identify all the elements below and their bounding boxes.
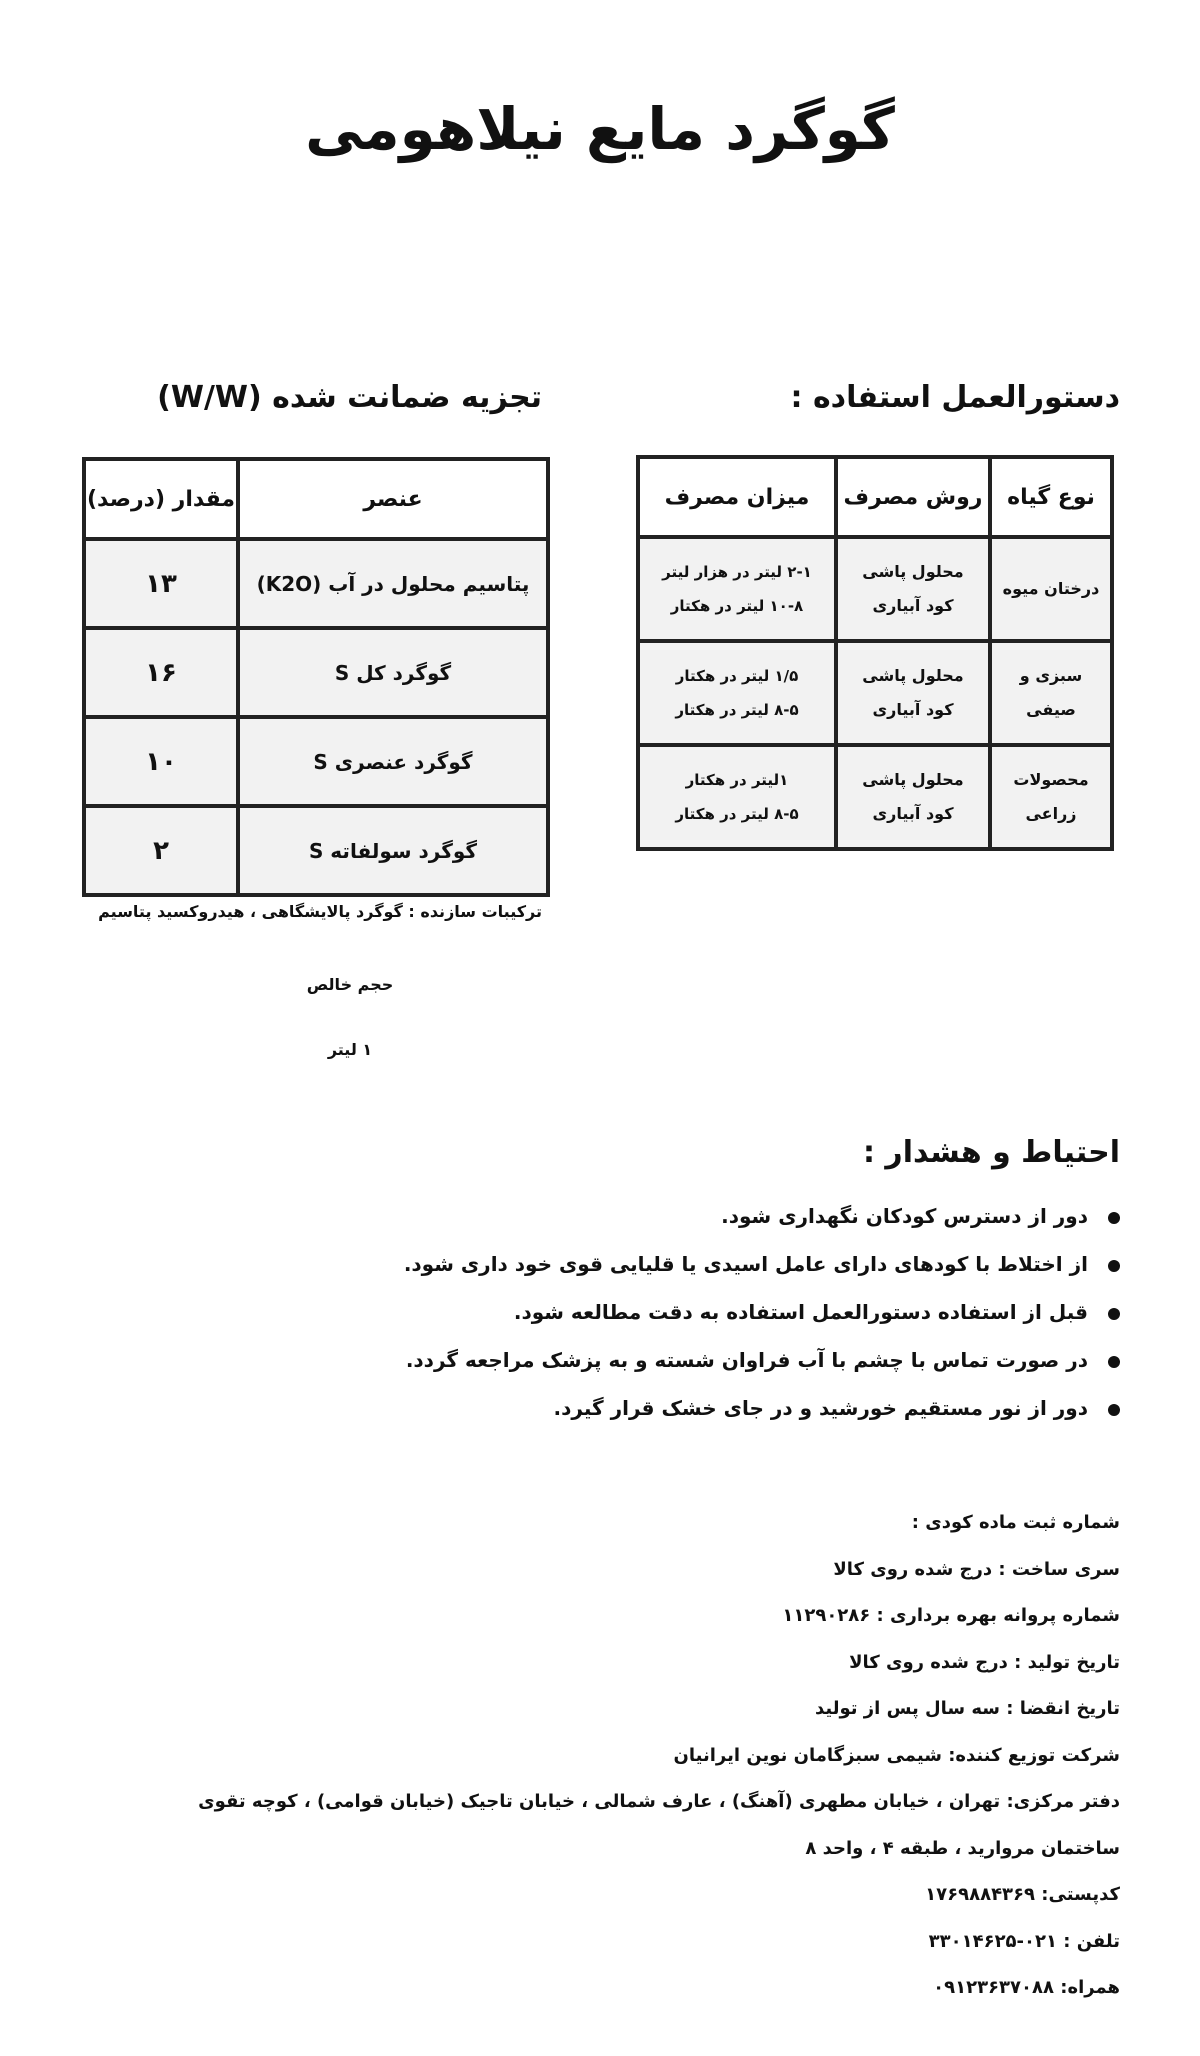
precaution-text: دور از دسترس کودکان نگهداری شود.: [721, 1204, 1088, 1228]
rate-cell: [638, 537, 836, 641]
table-row: [638, 537, 1112, 641]
list-item: [220, 1288, 1120, 1336]
precautions-section-title: احتیاط و هشدار :: [862, 1135, 1120, 1170]
list-item: [220, 1192, 1120, 1240]
info-head-office-address: دفتر مرکزی: تهران ، خیابان مطهری (آهنگ) ، عارف شمالی ، خیابان تاجیک (خیابان قوامی) ، کوچه تقوی: [198, 1791, 1120, 1812]
table-row: [84, 539, 548, 628]
info-phone: تلفن : ۰۲۱-۳۳۰۱۴۶۲۵: [928, 1930, 1120, 1952]
product-info-list: [120, 1500, 1120, 2012]
amount-cell: ۱۶: [84, 628, 238, 717]
amount-cell: ۱۳: [84, 539, 238, 628]
bullet-icon: [1108, 1212, 1120, 1224]
precaution-text: قبل از استفاده دستورالعمل استفاده به دقت مطالعه شود.: [513, 1300, 1088, 1324]
method-line: کود آبیاری: [872, 596, 954, 615]
method-cell: [836, 745, 990, 849]
method-line: محلول پاشی: [862, 562, 964, 581]
table-row: [84, 628, 548, 717]
bullet-icon: [1108, 1260, 1120, 1272]
precaution-text: دور از نور مستقیم خورشید و در جای خشک قرار گیرد.: [553, 1396, 1088, 1420]
plant-label: درختان میوه: [1002, 579, 1100, 598]
info-license-number: شماره پروانه بهره برداری : ۱۱۲۹۰۲۸۶: [782, 1605, 1120, 1626]
header-element: عنصر: [238, 459, 548, 539]
plant-line: سبزی و: [1019, 666, 1083, 685]
method-line: کود آبیاری: [872, 700, 954, 719]
element-cell: گوگرد عنصری S: [238, 717, 548, 806]
info-batch: سری ساخت : درج شده روی کالا: [833, 1558, 1120, 1580]
method-cell: [836, 641, 990, 745]
usage-section-title: دستورالعمل استفاده :: [790, 380, 1120, 415]
rate-line: ۱لیتر در هکتار: [685, 771, 789, 789]
list-item: [220, 1336, 1120, 1384]
header-rate: میزان مصرف: [638, 457, 836, 537]
rate-cell: [638, 641, 836, 745]
analysis-header-row: [84, 459, 548, 539]
rate-line: ۱/۵ لیتر در هکتار: [675, 667, 799, 685]
plant-cell: [990, 641, 1112, 745]
info-mobile: همراه: ۰۹۱۲۳۶۳۷۰۸۸: [933, 1977, 1120, 1998]
amount-cell: ۱۰: [84, 717, 238, 806]
net-volume-value: ۱ لیتر: [327, 1040, 373, 1059]
bullet-icon: [1108, 1404, 1120, 1416]
table-row: [84, 717, 548, 806]
usage-header-row: [638, 457, 1112, 537]
bullet-icon: [1108, 1356, 1120, 1368]
table-row: [638, 641, 1112, 745]
precautions-list: [220, 1192, 1120, 1432]
plant-cell: [990, 745, 1112, 849]
net-volume-label: حجم خالص: [306, 975, 394, 994]
header-method: روش مصرف: [836, 457, 990, 537]
element-cell: پتاسیم محلول در آب (K2O): [238, 539, 548, 628]
table-row: [84, 806, 548, 895]
element-cell: گوگرد کل S: [238, 628, 548, 717]
usage-table: [636, 455, 1114, 851]
table-row: [638, 745, 1112, 849]
plant-line: زراعی: [1025, 804, 1077, 823]
rate-cell: [638, 745, 836, 849]
header-amount: مقدار (درصد): [84, 459, 238, 539]
info-registration-number: شماره ثبت ماده کودی :: [911, 1512, 1120, 1533]
page-title: گوگرد مایع نیلاهومی: [305, 95, 895, 163]
info-building: ساختمان مروارید ، طبقه ۴ ، واحد ۸: [805, 1837, 1120, 1859]
plant-line: صیفی: [1026, 700, 1076, 719]
precaution-text: در صورت تماس با چشم با آب فراوان شسته و به پزشک مراجعه گردد.: [405, 1348, 1088, 1372]
method-cell: [836, 537, 990, 641]
info-expiry-date: تاریخ انقضا : سه سال پس از تولید: [814, 1698, 1120, 1719]
list-item: [220, 1240, 1120, 1288]
element-cell: گوگرد سولفاته S: [238, 806, 548, 895]
precaution-text: از اختلاط با کودهای دارای عامل اسیدی یا قلیایی قوی خود داری شود.: [403, 1252, 1088, 1276]
method-line: محلول پاشی: [862, 770, 964, 789]
analysis-section-title: تجزیه ضمانت شده (W/W): [157, 380, 542, 415]
bullet-icon: [1108, 1308, 1120, 1320]
plant-cell: [990, 537, 1112, 641]
list-item: [220, 1384, 1120, 1432]
rate-line: ۸-۵ لیتر در هکتار: [675, 701, 799, 719]
plant-line: محصولات: [1013, 770, 1089, 789]
header-plant-type: نوع گیاه: [990, 457, 1112, 537]
info-distributor: شرکت توزیع کننده: شیمی سبزگامان نوین ایرانیان: [673, 1744, 1120, 1766]
ingredients-note: ترکیبات سازنده : گوگرد پالایشگاهی ، هیدروکسید پتاسیم: [98, 902, 542, 921]
rate-line: ۲-۱ لیتر در هزار لیتر: [662, 563, 812, 581]
method-line: کود آبیاری: [872, 804, 954, 823]
amount-cell: ۲: [84, 806, 238, 895]
info-production-date: تاریخ تولید : درج شده روی کالا: [849, 1651, 1120, 1673]
info-postal-code: کدپستی: ۱۷۶۹۸۸۴۳۶۹: [925, 1884, 1120, 1905]
analysis-table: [82, 457, 550, 897]
method-line: محلول پاشی: [862, 666, 964, 685]
rate-line: ۱۰-۸ لیتر در هکتار: [670, 597, 804, 615]
rate-line: ۸-۵ لیتر در هکتار: [675, 805, 799, 823]
